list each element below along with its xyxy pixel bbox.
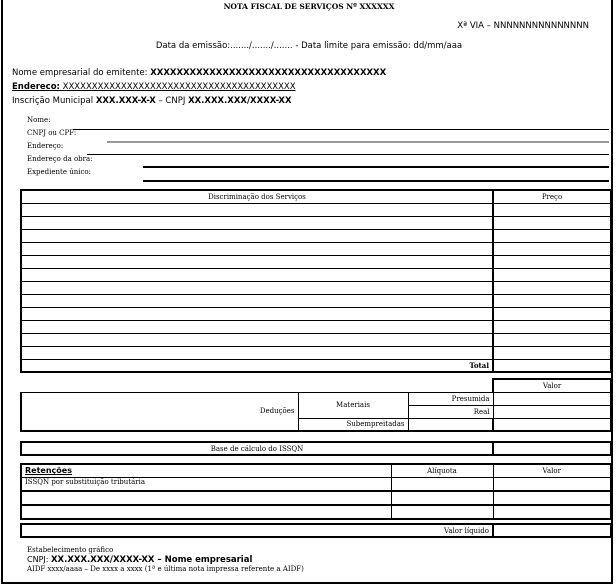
services-row [21, 281, 611, 294]
retention-value-cell[interactable] [493, 491, 611, 505]
services-header-row [21, 190, 611, 203]
municipal-registration-label: Inscrição Municipal [12, 96, 96, 106]
presumed-value[interactable] [493, 392, 611, 405]
retentions-table [20, 463, 612, 520]
services-row [21, 294, 611, 307]
single-file-label: Expediente único: [27, 168, 91, 176]
services-row [21, 229, 611, 242]
deductions-label: Deduções [21, 392, 298, 431]
retentions-value-header: Valor [493, 464, 611, 477]
retention-rate-cell[interactable] [391, 505, 493, 519]
service-description-cell[interactable] [21, 203, 493, 216]
net-value-table [20, 523, 612, 538]
service-price-cell[interactable] [493, 268, 611, 281]
services-row [21, 333, 611, 346]
retentions-title: Retenções [25, 466, 72, 476]
municipal-registration-value: XXX.XXX-X-X [95, 96, 156, 106]
retentions-rate-header: Alíquota [391, 464, 493, 477]
service-description-cell[interactable] [21, 333, 493, 346]
services-total-label: Total [21, 359, 493, 372]
services-row [21, 242, 611, 255]
retention-value-cell[interactable] [493, 477, 611, 491]
invoice-page [1, 0, 613, 584]
emitter-name-value: XXXXXXXXXXXXXXXXXXXXXXXXXXXXXXXXXXXX [150, 68, 387, 78]
emitter-address-line [12, 82, 296, 92]
emitter-registration-line [12, 96, 292, 106]
service-price-cell[interactable] [493, 255, 611, 268]
service-price-cell[interactable] [493, 242, 611, 255]
service-price-cell[interactable] [493, 294, 611, 307]
retention-label-cell: ISSQN por substituição tributária [21, 477, 391, 491]
printer-cnpj-label: CNPJ: [27, 555, 51, 564]
emission-dates: Data da emissão:......./......./....... - Data limite para emissão: dd/mm/aaa [155, 41, 463, 51]
retention-rate-cell[interactable] [391, 491, 493, 505]
service-price-cell[interactable] [493, 346, 611, 359]
service-description-cell[interactable] [21, 216, 493, 229]
base-table [20, 441, 612, 456]
retention-rate-cell[interactable] [391, 477, 493, 491]
subcontracted-value[interactable] [493, 418, 611, 431]
retention-value-cell[interactable] [493, 505, 611, 519]
net-value-label: Valor líquido [21, 524, 493, 537]
printer-cnpj-line [27, 555, 252, 565]
recipient-address-field[interactable] [87, 154, 609, 155]
recipient-address-label: Endereço: [27, 142, 64, 150]
real-label: Real [408, 405, 493, 418]
service-description-cell[interactable] [21, 281, 493, 294]
cnpj-label: – CNPJ [155, 96, 189, 106]
service-price-cell[interactable] [493, 203, 611, 216]
emitter-address-value: XXXXXXXXXXXXXXXXXXXXXXXXXXXXXXXXXXXXXXXX [59, 82, 296, 92]
invoice-title: NOTA FISCAL DE SERVIÇOS Nº XXXXXX [223, 2, 395, 11]
service-price-cell[interactable] [493, 216, 611, 229]
recipient-document-label: CNPJ ou CPF: [27, 129, 77, 137]
net-value-row [21, 524, 611, 537]
net-value-field[interactable] [493, 524, 611, 537]
presumed-label: Presumida [408, 392, 493, 405]
service-description-cell[interactable] [21, 346, 493, 359]
services-table [20, 189, 612, 373]
printer-cnpj-value: XX.XXX.XXX/XXXX-XX – Nome empresarial [51, 555, 253, 565]
service-price-cell[interactable] [493, 307, 611, 320]
services-total-row [21, 359, 611, 372]
service-description-cell[interactable] [21, 242, 493, 255]
service-description-cell[interactable] [21, 320, 493, 333]
service-price-cell[interactable] [493, 333, 611, 346]
retentions-header-row [21, 464, 611, 477]
emitter-name-line [12, 68, 386, 78]
retention-label-cell[interactable] [21, 491, 391, 505]
work-address-field[interactable] [143, 166, 609, 168]
base-row [21, 442, 611, 455]
services-row [21, 307, 611, 320]
cnpj-value: XX.XXX.XXX/XXXX-XX [188, 96, 292, 106]
retention-row [21, 505, 611, 519]
services-row [21, 320, 611, 333]
subcontracted-label: Subempreitadas [298, 418, 408, 431]
deductions-header-row [21, 379, 611, 392]
deductions-table [20, 378, 612, 432]
services-row [21, 203, 611, 216]
service-description-cell[interactable] [21, 294, 493, 307]
recipient-name-label: Nome: [27, 116, 51, 124]
retention-row [21, 477, 611, 491]
real-value[interactable] [493, 405, 611, 418]
services-row [21, 346, 611, 359]
recipient-name-field[interactable] [73, 129, 609, 130]
base-label: Base de cálculo do ISSQN [21, 442, 493, 455]
service-price-cell[interactable] [493, 320, 611, 333]
aidf-line: AIDF xxxx/aaaa – De xxxx a xxxx (1ª e última nota impressa referente a AIDF) [27, 565, 304, 573]
retention-row [21, 491, 611, 505]
printer-establishment: Estabelecimento gráfico [27, 546, 114, 554]
service-description-cell[interactable] [21, 255, 493, 268]
service-price-cell[interactable] [493, 229, 611, 242]
via-number: Xª VIA – NNNNNNNNNNNNNNN [457, 21, 589, 31]
retention-label-cell[interactable] [21, 505, 391, 519]
deductions-presumed-row [21, 392, 611, 405]
deductions-value-header: Valor [493, 379, 611, 392]
emitter-name-label: Nome empresarial do emitente: [12, 68, 151, 78]
services-total-value[interactable] [493, 359, 611, 372]
services-row [21, 268, 611, 281]
recipient-document-field[interactable] [107, 141, 609, 143]
services-row [21, 255, 611, 268]
services-description-header: Discriminação dos Serviços [21, 190, 493, 203]
work-address-label: Endereço da obra: [27, 155, 93, 163]
single-file-field[interactable] [143, 180, 609, 182]
service-description-cell[interactable] [21, 268, 493, 281]
emitter-address-label: Endereco: [12, 82, 60, 92]
service-price-cell[interactable] [493, 281, 611, 294]
service-description-cell[interactable] [21, 307, 493, 320]
services-price-header: Preço [493, 190, 611, 203]
service-description-cell[interactable] [21, 229, 493, 242]
materials-label: Materiais [298, 392, 408, 418]
base-value[interactable] [493, 442, 611, 455]
services-row [21, 216, 611, 229]
